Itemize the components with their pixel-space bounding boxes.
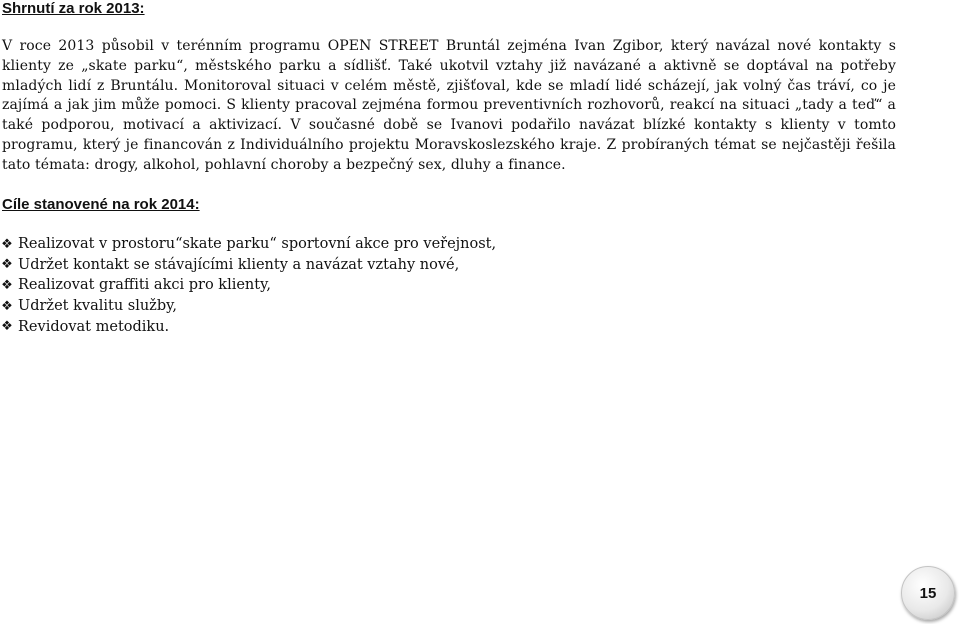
goal-text: Udržet kontakt se stávajícími klienty a navázat vztahy nové, (18, 256, 460, 273)
summary-heading: Shrnutí za rok 2013: (2, 0, 145, 17)
list-item (0, 275, 496, 296)
diamond-bullet-icon: ❖ (1, 236, 13, 252)
list-item (0, 234, 496, 255)
list-item (0, 316, 496, 337)
summary-paragraph: V roce 2013 působil v terénním programu OPEN STREET Bruntál zejména Ivan Zgibor, který navázal nové kontakty s klienty ze „skate parku“, městského parku a sídlišť. Také ukotvil vztahy již navázané a aktivně se doptával na potřeby mladých lidí z Bruntálu. Monitoroval situaci v celém městě, zjišťoval, kde se mladí lidé scházejí, jak volný čas tráví, co je zajímá a jak jim může pomoci. S klienty pracoval zejména formou preventivních rozhovorů, reakcí na situaci „tady a teď“ a také podporou, motivací a aktivizací. V současné době se Ivanovi podařilo navázat blízké kontakty s klienty v tomto programu, který je financován z Individuálního projektu Moravskoslezského kraje. Z probíraných témat se nejčastěji řešila tato témata: drogy, alkohol, pohlavní choroby a bezpečný sex, dluhy a finance. (2, 38, 896, 173)
page-number-badge (901, 566, 955, 620)
goal-text: Udržet kvalitu služby, (18, 298, 177, 315)
diamond-bullet-icon: ❖ (1, 257, 13, 273)
goal-text: Revidovat metodiku. (18, 318, 170, 335)
diamond-bullet-icon: ❖ (1, 277, 13, 293)
diamond-bullet-icon: ❖ (1, 319, 13, 335)
goals-list (0, 234, 496, 337)
goals-heading: Cíle stanovené na rok 2014: (2, 196, 200, 213)
goal-text: Realizovat v prostoru“skate parku“ sportovní akce pro veřejnost, (18, 236, 497, 253)
page-number: 15 (919, 584, 937, 602)
diamond-bullet-icon: ❖ (1, 298, 13, 314)
list-item (0, 255, 496, 276)
goal-text: Realizovat graffiti akci pro klienty, (18, 277, 271, 294)
list-item (0, 296, 496, 317)
